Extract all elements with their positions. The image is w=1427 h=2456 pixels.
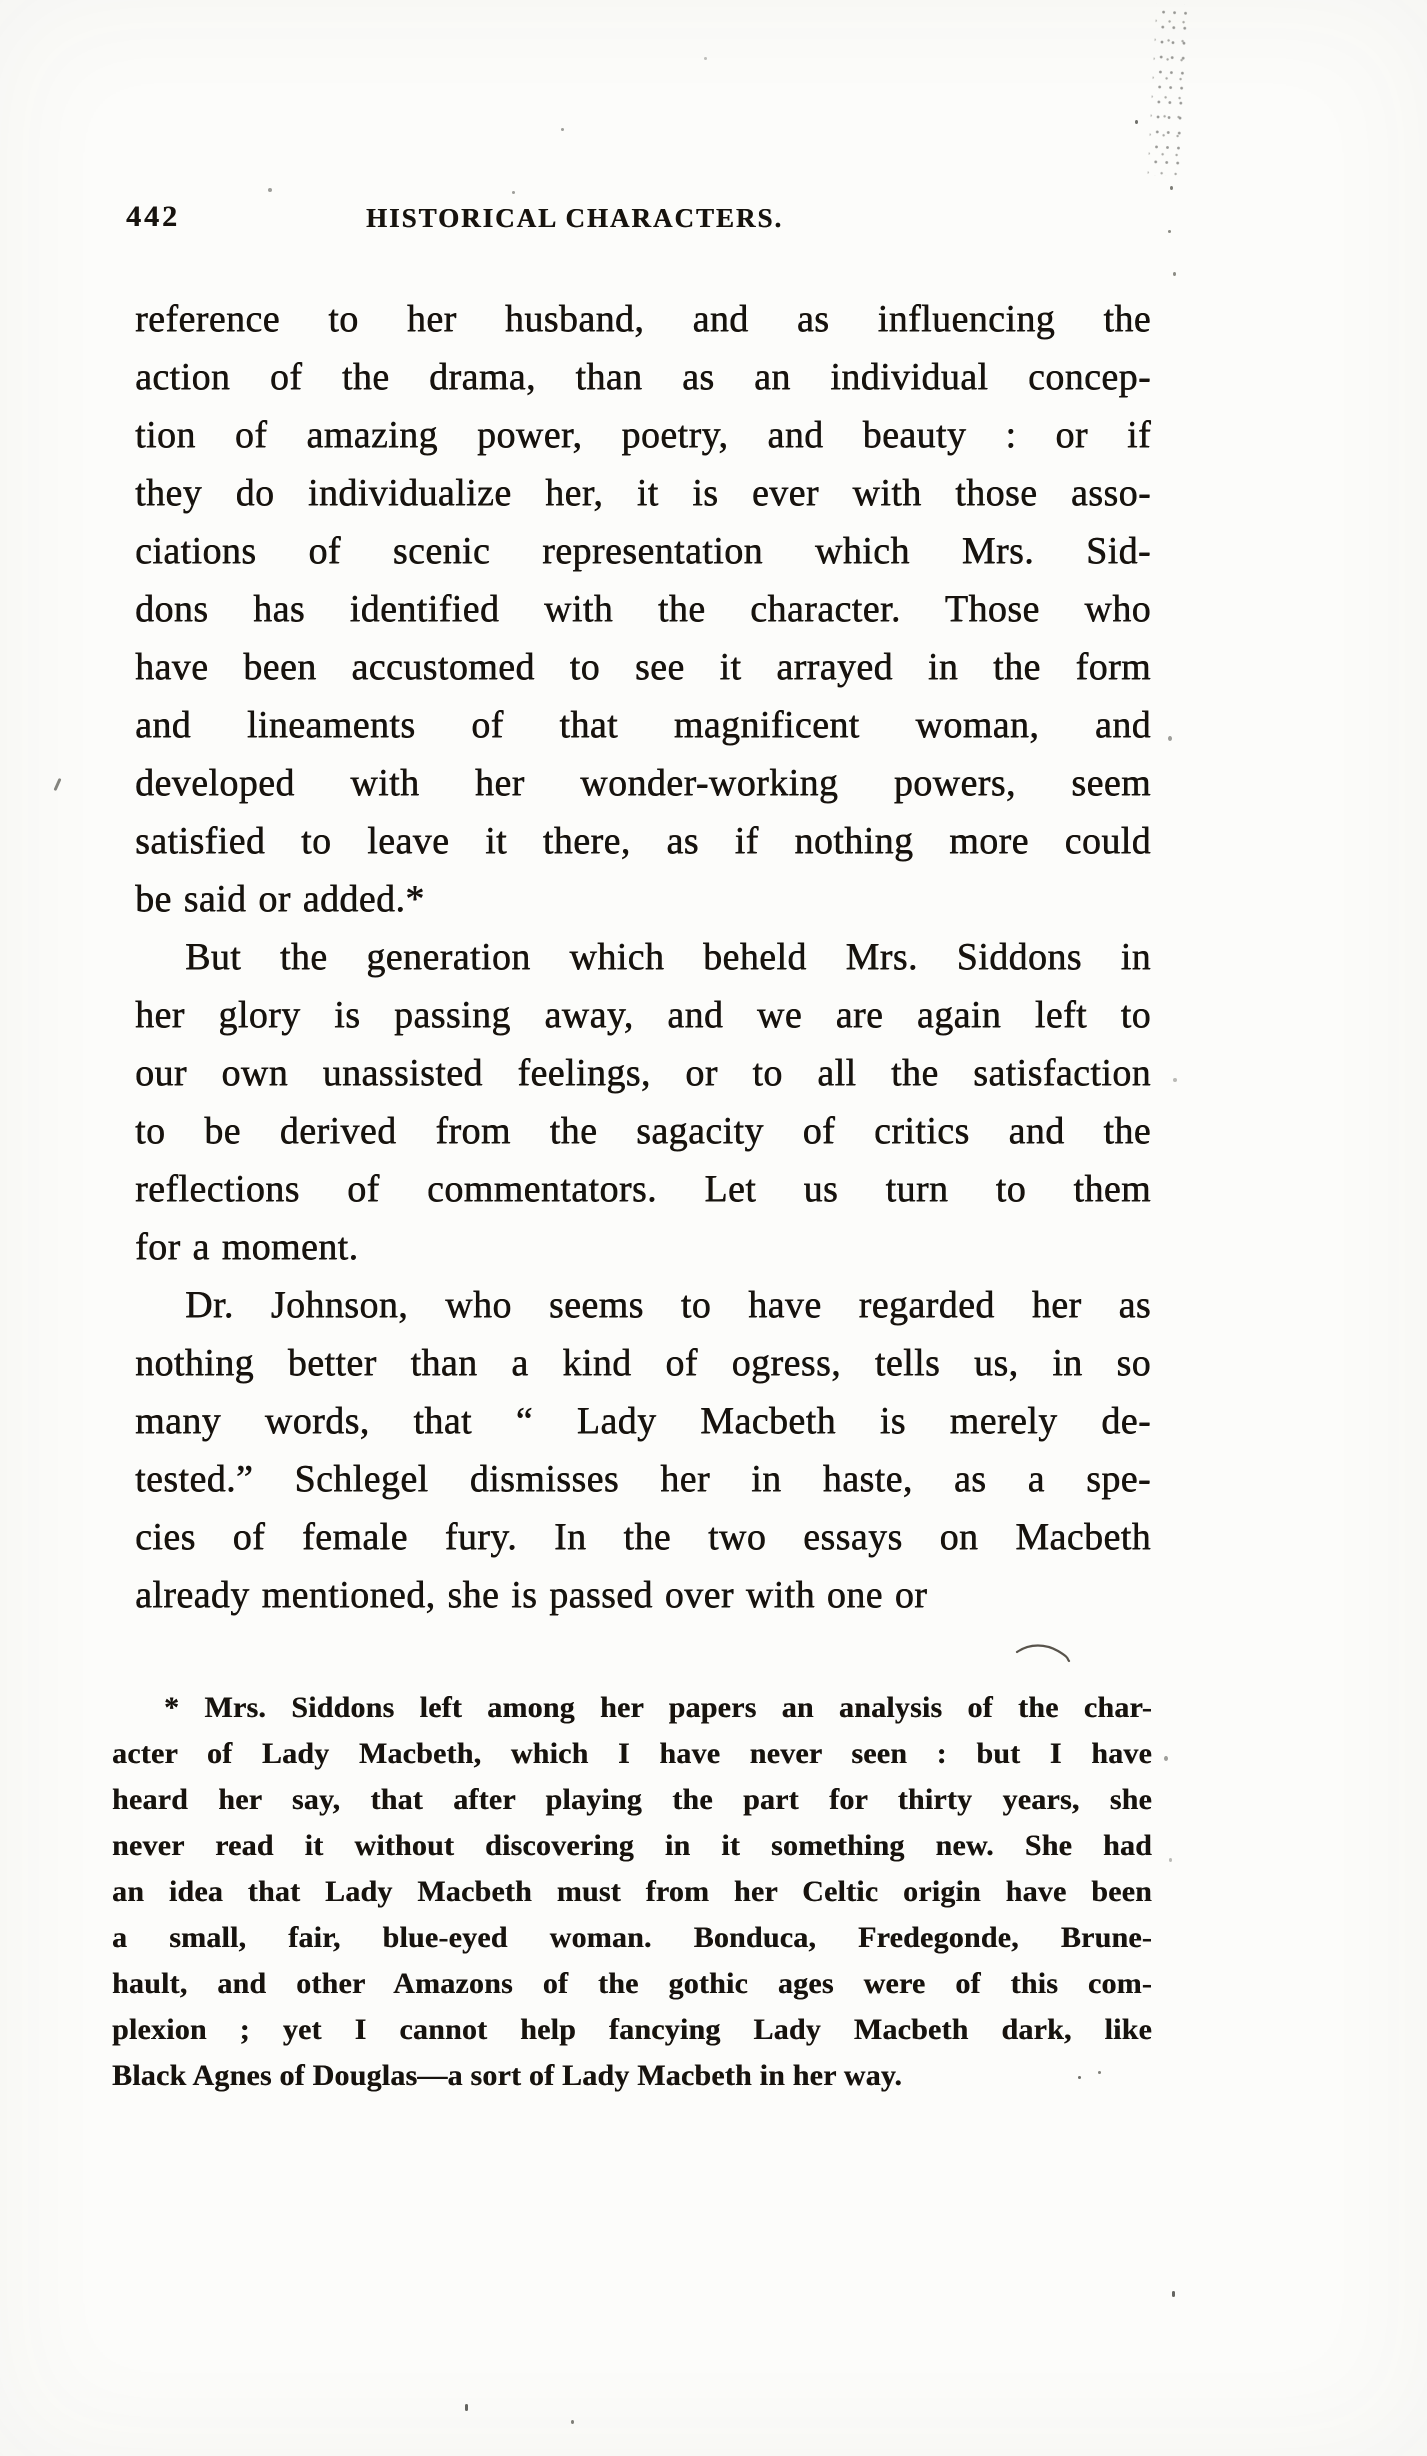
text-line: be said or added.* [135, 878, 425, 920]
text-line: ciations of scenic representation which Mrs. Sid- [135, 530, 1151, 572]
text-line: reflections of commentators. Let us turn to them [135, 1168, 1151, 1210]
text-line: action of the drama, than as an individual concep- [135, 356, 1151, 398]
text-line: many words, that “ Lady Macbeth is merely de- [135, 1400, 1151, 1442]
ink-speck [1168, 736, 1172, 741]
page-number: 442 [126, 200, 180, 233]
ink-speck [561, 128, 564, 131]
ink-speck [512, 191, 515, 194]
text-line: cies of female fury. In the two essays on Macbeth [135, 1516, 1151, 1558]
ink-speck [1169, 1858, 1172, 1862]
footnote-line: a small, fair, blue-eyed woman. Bonduca, Fredegonde, Brune- [112, 1921, 1152, 1954]
text-line: they do individualize her, it is ever with those asso- [135, 472, 1151, 514]
scan-edge-noise [1148, 3, 1191, 177]
footnote-line: an idea that Lady Macbeth must from her Celtic origin have been [112, 1875, 1152, 1908]
text-line: to be derived from the sagacity of critics and the [135, 1110, 1151, 1152]
text-line: dons has identified with the character. Those who [135, 588, 1151, 630]
ink-speck [704, 57, 707, 60]
ink-speck [1173, 1078, 1177, 1082]
ink-speck [1164, 1756, 1168, 1761]
margin-tick [53, 778, 61, 791]
body-text [135, 290, 1151, 1624]
text-line: satisfied to leave it there, as if nothing more could [135, 820, 1151, 862]
footnote [112, 1685, 1152, 2099]
footnote-line: * Mrs. Siddons left among her papers an analysis of the char- [164, 1691, 1152, 1724]
ink-speck [1170, 186, 1173, 190]
paragraph [135, 928, 1151, 1276]
running-header: HISTORICAL CHARACTERS. [366, 203, 784, 233]
footnote-line: Black Agnes of Douglas—a sort of Lady Macbeth in her way. [112, 2059, 903, 2092]
footnote-line: hault, and other Amazons of the gothic ages were of this com- [112, 1967, 1152, 2000]
text-line: her glory is passing away, and we are again left to [135, 994, 1151, 1036]
text-line: for a moment. [135, 1226, 359, 1268]
ink-speck [1172, 2291, 1175, 2297]
ink-speck [1135, 120, 1138, 124]
footnote-line: plexion ; yet I cannot help fancying Lady Macbeth dark, like [112, 2013, 1152, 2046]
footnote-line: heard her say, that after playing the part for thirty years, she [112, 1783, 1152, 1816]
text-line: tested.” Schlegel dismisses her in haste, as a spe- [135, 1458, 1151, 1500]
ink-speck [1173, 272, 1176, 276]
ink-speck [1168, 230, 1171, 233]
footnote-line: acter of Lady Macbeth, which I have never seen : but I have [112, 1737, 1152, 1770]
text-line: our own unassisted feelings, or to all the satisfaction [135, 1052, 1151, 1094]
ink-speck [465, 2404, 468, 2411]
ink-speck [571, 2420, 574, 2424]
text-line: already mentioned, she is passed over with one or [135, 1574, 928, 1616]
text-line: have been accustomed to see it arrayed in the form [135, 646, 1151, 688]
text-line: developed with her wonder-working powers, seem [135, 762, 1151, 804]
footnote-line: never read it without discovering in it something new. She had [112, 1829, 1152, 1862]
text-line: nothing better than a kind of ogress, tells us, in so [135, 1342, 1151, 1384]
text-line: reference to her husband, and as influencing the [135, 298, 1151, 340]
ink-squiggle [1014, 1640, 1072, 1666]
ink-speck [1078, 2076, 1081, 2079]
paragraph [135, 1276, 1151, 1624]
text-line: Dr. Johnson, who seems to have regarded her as [185, 1284, 1151, 1326]
text-line: and lineaments of that magnificent woman, and [135, 704, 1151, 746]
text-line: tion of amazing power, poetry, and beauty : or if [135, 414, 1151, 456]
ink-speck [268, 188, 272, 192]
text-line: But the generation which beheld Mrs. Siddons in [185, 936, 1151, 978]
ink-speck [1098, 2071, 1101, 2074]
paragraph [135, 290, 1151, 928]
